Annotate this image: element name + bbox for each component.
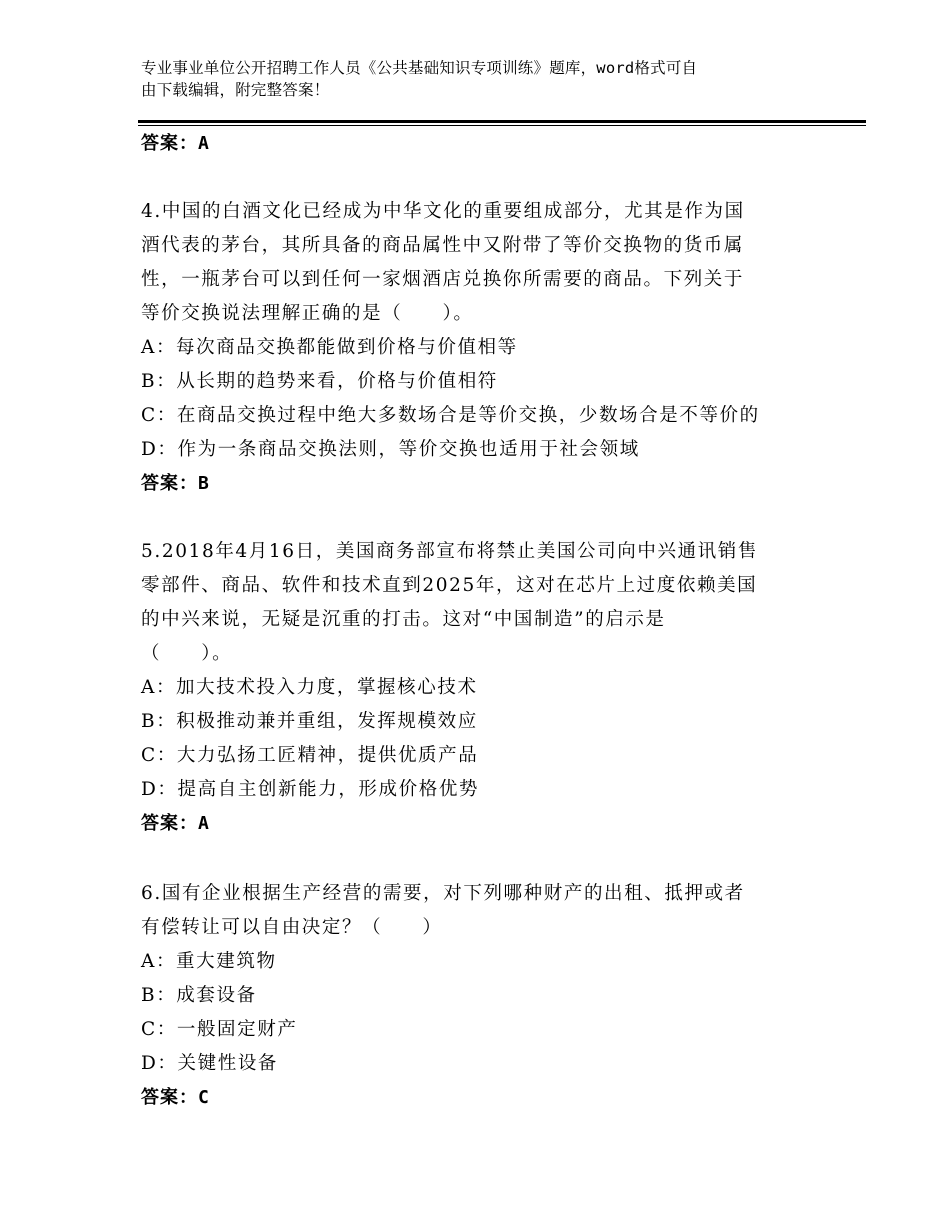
header-line-2: 由下载编辑，附完整答案！ [141,81,330,99]
option-c: C：在商品交换过程中绝大多数场合是等价交换，少数场合是不等价的 [141,405,760,426]
stem-line: 4.中国的白酒文化已经成为中华文化的重要组成部分，尤其是作为国 [141,201,745,222]
answer-q4: 答案：B [141,473,210,494]
option-d: D：关键性设备 [141,1053,279,1074]
answer-q6: 答案：C [141,1087,210,1108]
answer-q3: 答案：A [141,133,210,154]
document-header [141,57,821,101]
stem-line: （ ）。 [141,643,233,664]
option-c: C：一般固定财产 [141,1019,298,1040]
answer-q5: 答案：A [141,813,210,834]
option-c: C：大力弘扬工匠精神，提供优质产品 [141,745,479,766]
question-stem [141,877,811,945]
option-d: D：作为一条商品交换法则，等价交换也适用于社会领域 [141,439,640,460]
header-line-1: 专业事业单位公开招聘工作人员《公共基础知识专项训练》题库，word格式可自 [141,59,698,77]
stem-line: 6.国有企业根据生产经营的需要，对下列哪种财产的出租、抵押或者 [141,883,745,904]
stem-line: 酒代表的茅台，其所具备的商品属性中又附带了等价交换物的货币属 [141,235,745,256]
option-b: B：从长期的趋势来看，价格与价值相符 [141,371,498,392]
option-d: D：提高自主创新能力，形成价格优势 [141,779,480,800]
option-b: B：积极推动兼并重组，发挥规模效应 [141,711,478,732]
option-a: A：加大技术投入力度，掌握核心技术 [141,677,478,698]
stem-line: 零部件、商品、软件和技术直到2025年，这对在芯片上过度依赖美国 [141,575,758,596]
question-stem [141,195,811,331]
option-a: A：重大建筑物 [141,951,277,972]
question-stem [141,535,811,671]
stem-line: 5.2018年4月16日，美国商务部宣布将禁止美国公司向中兴通讯销售 [141,541,758,562]
question-4 [141,195,811,501]
option-b: B：成套设备 [141,985,257,1006]
stem-line: 等价交换说法理解正确的是（ ）。 [141,303,474,324]
question-6 [141,877,811,1115]
option-a: A：每次商品交换都能做到价格与价值相等 [141,337,518,358]
header-rule-thin [138,125,866,126]
stem-line: 的中兴来说，无疑是沉重的打击。这对“中国制造”的启示是 [141,609,666,630]
header-rule-thick [138,120,866,123]
stem-line: 有偿转让可以自由决定？（ ） [141,917,443,938]
stem-line: 性，一瓶茅台可以到任何一家烟酒店兑换你所需要的商品。下列关于 [141,269,745,290]
question-5 [141,535,811,841]
